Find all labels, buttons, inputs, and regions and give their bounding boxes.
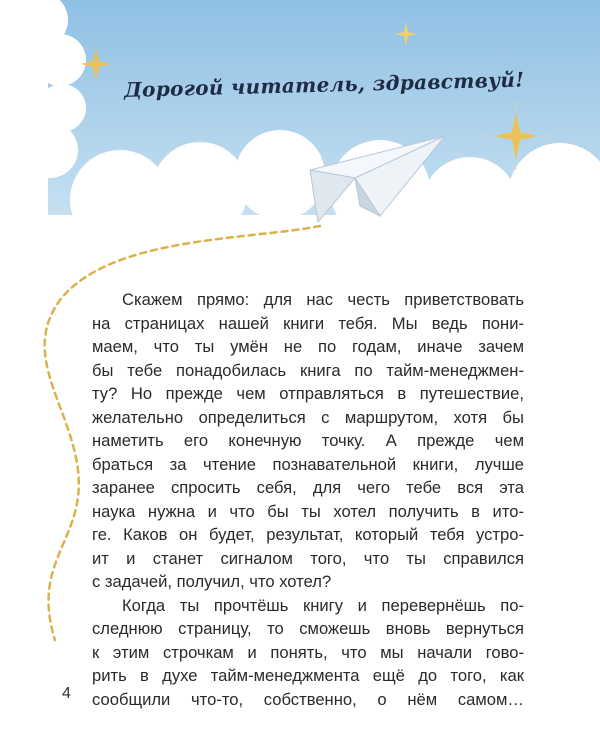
text-line: браться за чтение познавательной книги, лучше	[92, 454, 524, 474]
text-line: с задачей, получил, что хотел?	[92, 572, 332, 591]
text-line: маем, что ты умён не по годам, иначе зачем	[92, 337, 524, 356]
text-line: следнюю страницу, то сможешь вновь вернуться	[92, 619, 524, 638]
text-line: ту? Но прежде чем отправляться в путешествие,	[92, 384, 524, 403]
body-text	[92, 288, 524, 711]
text-line: заранее спросить себя, для чего тебе вся эта	[92, 478, 524, 497]
text-line: сообщили что-то, собственно, о нём самом…	[92, 689, 524, 709]
text-line: бы тебе понадобилась книга по тайм-менеджмен-	[92, 360, 524, 380]
text-line: ит и станет сигналом того, что ты справился	[92, 548, 524, 568]
greeting-heading: Дорогой читатель, здравствуй!	[123, 67, 525, 102]
text-line: к этим строчкам и понять, что мы начали гово-	[92, 642, 524, 662]
text-line: ге. Каков он будет, результат, который тебя устро-	[92, 525, 524, 544]
page-number: 4	[62, 685, 71, 702]
text-line: Скажем прямо: для нас честь приветствовать	[122, 290, 524, 309]
text-line: на страницах нашей книги тебя. Мы ведь пони-	[92, 313, 524, 333]
text-line: наметить его конечную точку. А прежде чем	[92, 431, 524, 450]
text-line: рить в духе тайм-менеджмента ещё до того, как	[92, 666, 524, 685]
text-line: наука нужна и что бы ты хотел получить в ито-	[92, 501, 524, 521]
text-line: желательно определиться с маршрутом, хотя бы	[92, 407, 524, 427]
text-line: Когда ты прочтёшь книгу и перевернёшь по-	[122, 595, 524, 615]
